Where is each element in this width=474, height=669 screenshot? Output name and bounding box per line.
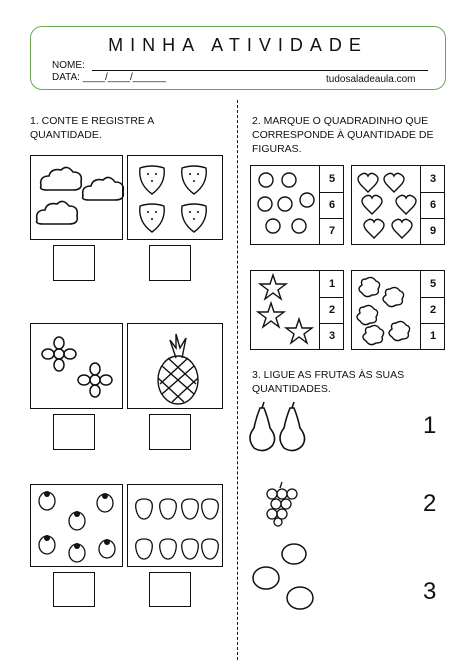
pineapple-icon — [128, 324, 224, 410]
option-column — [420, 271, 445, 349]
blob-icon — [352, 271, 422, 351]
card-ladybugs — [30, 484, 123, 567]
answer-box-6[interactable] — [149, 572, 191, 607]
section1-instruction: 1. CONTE E REGISTRE A QUANTIDADE. — [30, 115, 154, 141]
card-strawberries — [127, 155, 223, 240]
option-9[interactable]: 9 — [429, 225, 437, 237]
answer-box-4[interactable] — [149, 414, 191, 450]
name-field[interactable] — [92, 70, 428, 71]
strawberry-icon — [128, 156, 224, 241]
quantity-number-2[interactable]: 2 — [423, 490, 437, 517]
section2-instruction: 2. MARQUE O QUADRADINHO QUE CORRESPONDE À QUANTIDADE DE FIGURAS. — [252, 115, 434, 155]
card-blobs — [351, 270, 445, 350]
website-label: tudosaladeaula.com — [326, 74, 416, 85]
option-3[interactable]: 3 — [328, 330, 336, 342]
answer-box-1[interactable] — [53, 245, 95, 281]
quantity-number-1[interactable]: 1 — [423, 412, 437, 439]
card-hearts — [351, 165, 445, 245]
ladybug-icon — [31, 485, 124, 568]
option-2[interactable]: 2 — [421, 297, 445, 324]
card-stars — [250, 270, 344, 350]
flower-icon — [31, 324, 124, 410]
option-1[interactable]: 1 — [429, 330, 437, 342]
option-3[interactable]: 3 — [421, 166, 445, 193]
answer-box-5[interactable] — [53, 572, 95, 607]
option-5[interactable]: 5 — [421, 271, 445, 298]
cloud-icon — [31, 156, 124, 241]
option-2[interactable]: 2 — [320, 297, 344, 324]
quantity-number-3[interactable]: 3 — [423, 578, 437, 605]
option-6[interactable]: 6 — [421, 192, 445, 219]
card-clouds — [30, 155, 123, 240]
heart-icon — [352, 166, 422, 246]
circle-icon — [251, 166, 321, 246]
lemon-icon[interactable] — [244, 540, 320, 614]
apple-icon — [128, 485, 224, 568]
answer-box-2[interactable] — [149, 245, 191, 281]
card-apples — [127, 484, 223, 567]
name-label: NOME: — [52, 60, 85, 71]
card-flowers — [30, 323, 123, 409]
card-pineapple — [127, 323, 223, 409]
answer-box-3[interactable] — [53, 414, 95, 450]
option-1[interactable]: 1 — [320, 271, 344, 298]
card-circles — [250, 165, 344, 245]
option-column — [420, 166, 445, 244]
option-7[interactable]: 7 — [328, 225, 336, 237]
column-divider — [237, 100, 238, 660]
page-title: MINHA ATIVIDADE — [108, 35, 368, 55]
pear-icon[interactable] — [246, 402, 308, 456]
section3-instruction: 3. LIGUE AS FRUTAS ÀS SUAS QUANTIDADES. — [252, 369, 405, 395]
option-column — [319, 271, 344, 349]
date-label[interactable]: DATA: ____/____/______ — [52, 72, 167, 83]
star-icon — [251, 271, 321, 351]
option-5[interactable]: 5 — [320, 166, 344, 193]
option-6[interactable]: 6 — [320, 192, 344, 219]
option-column — [319, 166, 344, 244]
grapes-icon[interactable] — [262, 482, 298, 526]
